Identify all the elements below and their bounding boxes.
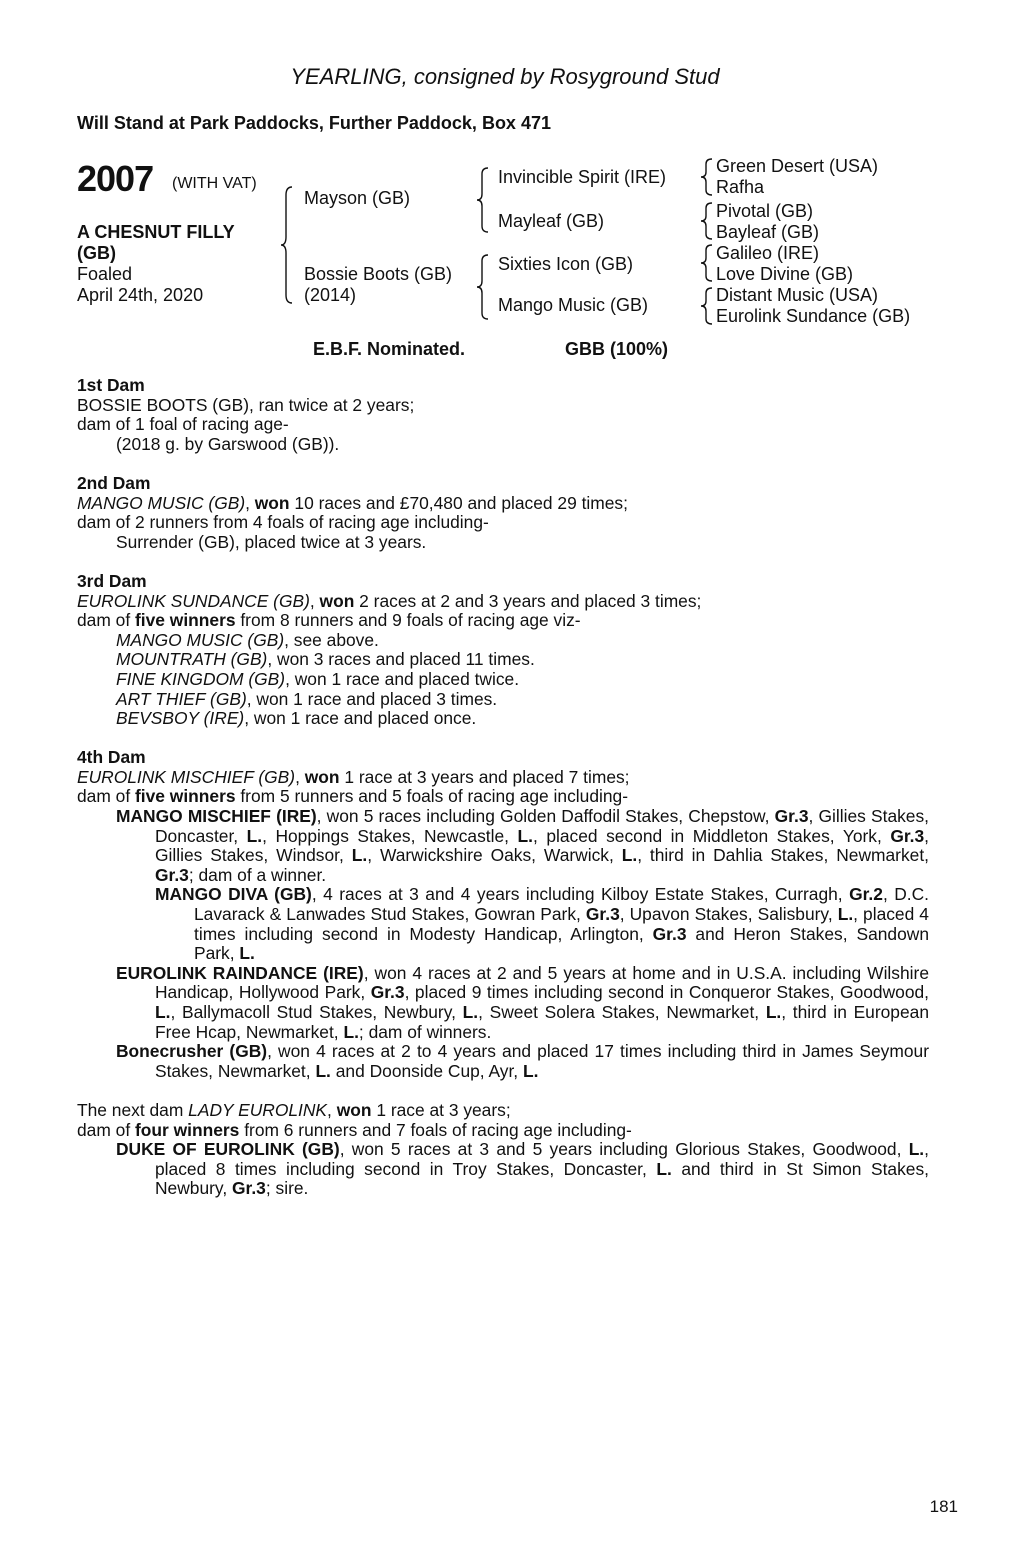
pedigree-brace [476, 166, 490, 234]
sire-sire: Invincible Spirit (IRE) [498, 167, 667, 187]
pedigree-paragraph [77, 1121, 929, 1141]
text-segment: MANGO MUSIC (GB) [77, 492, 246, 513]
text-segment: EUROLINK MISCHIEF (GB) [77, 766, 296, 787]
pedigree-paragraph [77, 494, 929, 514]
text-segment: MOUNTRATH (GB) [116, 649, 268, 670]
text-segment: BOSSIE BOOTS (GB), ran twice at 2 years; [77, 394, 415, 415]
text-segment: from 8 runners and 9 foals of racing age viz- [235, 610, 581, 631]
text-segment: dam of [77, 786, 135, 807]
text-segment: L. [239, 943, 255, 964]
text-segment: Gr.3 [232, 1178, 266, 1199]
text-segment: dam of 1 foal of racing age- [77, 414, 289, 435]
stand-location: Will Stand at Park Paddocks, Further Paddock, Box 471 [77, 113, 551, 133]
text-segment: four winners [135, 1119, 240, 1140]
text-segment: , placed second in Middleton Stakes, York, [532, 825, 891, 846]
foaled-label: Foaled [77, 264, 133, 284]
text-segment: Gr.3 [155, 864, 189, 885]
text-segment: L. [343, 1021, 359, 1042]
pedigree-paragraph [77, 396, 929, 416]
text-segment: Surrender (GB), placed twice at 3 years. [116, 531, 427, 552]
text-segment: , won 4 races at 2 to 4 years and placed 17 times including third in James Seymour Stakes, Newmarket, [155, 1041, 930, 1081]
lot-number: 2007 [77, 158, 154, 199]
text-segment: , D.C. Lavarack & Lanwades Stud Stakes, Gowran Park, [194, 884, 930, 925]
text-segment: Bonecrusher (GB) [116, 1041, 268, 1062]
text-segment: , Gillies Stakes, Windsor, [155, 825, 930, 866]
text-segment: L. [837, 904, 854, 925]
pedigree-paragraph [77, 1042, 929, 1081]
text-segment: , 4 races at 3 and 4 years including Kilboy Estate Stakes, Curragh, [311, 884, 850, 905]
pedigree-paragraph [77, 533, 929, 553]
text-segment: DUKE OF EUROLINK (GB) [116, 1139, 340, 1160]
text-segment: dam of [77, 610, 135, 631]
text-segment: 1 race at 3 years and placed 7 times; [339, 766, 630, 787]
text-segment: and Doonside Cup, Ayr, [330, 1060, 523, 1081]
gbb-status: GBB (100%) [565, 339, 669, 359]
text-segment: FINE KINGDOM (GB) [116, 668, 286, 689]
text-segment: BEVSBOY (IRE) [116, 708, 245, 729]
text-segment: L. [765, 1002, 782, 1022]
text-segment: , placed 8 times including second in Troy Stakes, Doncaster, [155, 1139, 929, 1179]
ancestor: Rafha [716, 177, 765, 197]
text-segment: , [245, 492, 255, 513]
foaled-date: April 24th, 2020 [77, 285, 204, 305]
text-segment: , [327, 1099, 337, 1120]
text-segment: , won 5 races at 3 and 5 years including Glorious Stakes, Goodwood, [339, 1139, 909, 1160]
text-segment: ART THIEF (GB) [116, 688, 247, 709]
text-segment: , Upavon Stakes, Salisbury, [619, 904, 838, 925]
text-segment: 1 race at 3 years; [371, 1099, 511, 1120]
pedigree-paragraph [77, 611, 929, 631]
text-segment: , won 1 race and placed 3 times. [246, 688, 498, 709]
text-segment: ; sire. [265, 1178, 309, 1199]
ancestor: Eurolink Sundance (GB) [716, 306, 911, 326]
text-segment: won [254, 492, 290, 513]
text-segment: L. [656, 1158, 672, 1179]
text-segment: 10 races and £70,480 and placed 29 times; [289, 492, 628, 513]
pedigree-paragraph [77, 768, 929, 788]
text-segment: , placed 9 times including second in Conqueror Stakes, Goodwood, [404, 982, 929, 1003]
pedigree-paragraph [77, 631, 929, 651]
text-segment: Gr.3 [890, 825, 925, 846]
text-segment: and third in St Simon Stakes, Newbury, [155, 1158, 929, 1199]
text-segment: ; dam of a winner. [188, 864, 327, 885]
text-segment: MANGO MUSIC (GB) [116, 629, 285, 650]
dam-section [77, 748, 929, 1081]
dam-year: (2014) [304, 285, 357, 305]
pedigree-brace [700, 286, 714, 326]
text-segment: from 6 runners and 7 foals of racing age including- [239, 1119, 632, 1140]
pedigree-paragraph [77, 415, 929, 435]
text-segment: dam of 2 runners from 4 foals of racing age including- [77, 512, 489, 533]
text-segment: LADY EUROLINK [188, 1099, 328, 1120]
text-segment: L. [462, 1002, 479, 1022]
pedigree-brace [700, 157, 714, 197]
text-segment: five winners [135, 786, 236, 807]
text-segment: , Gillies Stakes, Doncaster, [155, 806, 930, 846]
text-segment: won [319, 590, 355, 611]
pedigree-paragraph [77, 807, 929, 885]
text-segment: , won 5 races including Golden Daffodil Stakes, Chepstow, [316, 806, 775, 827]
dam-section [77, 474, 929, 552]
pedigree-paragraph [77, 670, 929, 690]
ancestor: Green Desert (USA) [716, 156, 879, 176]
text-segment: L. [246, 825, 263, 846]
page-number: 181 [929, 1497, 958, 1516]
section-heading: 4th Dam [77, 747, 146, 768]
ancestor: Pivotal (GB) [716, 201, 814, 221]
pedigree-paragraph [77, 435, 929, 455]
ebf-nominated: E.B.F. Nominated. [313, 339, 466, 359]
pedigree-paragraph [77, 1101, 929, 1121]
section-heading: 2nd Dam [77, 472, 151, 493]
dam-section [77, 1101, 929, 1199]
text-segment: , see above. [284, 629, 379, 650]
text-segment: L. [351, 845, 368, 866]
pedigree-brace [700, 243, 714, 283]
text-segment: MANGO MISCHIEF (IRE) [116, 806, 317, 827]
text-segment: Gr.2 [849, 884, 883, 905]
ancestor: Galileo (IRE) [716, 243, 820, 263]
text-segment: , Hoppings Stakes, Newcastle, [262, 825, 518, 846]
text-segment: MANGO DIVA (GB) [155, 884, 312, 905]
text-segment: L. [522, 1060, 539, 1081]
text-segment: , Warwickshire Oaks, Warwick, [367, 845, 622, 866]
pedigree-brace [700, 201, 714, 241]
text-segment: Gr.3 [652, 923, 687, 944]
text-segment: , Ballymacoll Stud Stakes, Newbury, [170, 1002, 463, 1022]
pedigree-paragraph [77, 690, 929, 710]
dam-dam: Mango Music (GB) [498, 295, 649, 315]
text-segment: , won 3 races and placed 11 times. [267, 649, 535, 670]
text-segment: 2 races at 2 and 3 years and placed 3 times; [354, 590, 702, 611]
text-segment: Gr.3 [585, 904, 620, 925]
section-heading: 1st Dam [77, 375, 145, 395]
horse-origin: (GB) [77, 243, 116, 263]
text-segment: EUROLINK RAINDANCE (IRE) [116, 962, 364, 983]
text-segment: L. [517, 825, 533, 846]
text-segment: five winners [135, 610, 236, 631]
text-segment: and Heron Stakes, Sandown Park, [194, 923, 929, 964]
text-segment: , third in Dahlia Stakes, Newmarket, [637, 845, 929, 866]
text-segment: L. [315, 1060, 331, 1081]
pedigree-paragraph [77, 650, 929, 670]
text-segment: dam of [77, 1119, 135, 1140]
text-segment: , [309, 590, 320, 611]
pedigree-paragraph [77, 592, 929, 612]
text-segment: L. [621, 845, 638, 866]
pedigree-paragraph [77, 709, 929, 729]
text-segment: won [304, 766, 340, 787]
text-segment: Gr.3 [774, 806, 809, 827]
pedigree-paragraph [77, 787, 929, 807]
dam-section [77, 376, 929, 454]
text-segment: , Sweet Solera Stakes, Newmarket, [478, 1002, 766, 1022]
text-segment: Gr.3 [370, 982, 405, 1003]
text-segment: , won 1 race and placed once. [244, 708, 477, 729]
dam-sire: Sixties Icon (GB) [498, 254, 634, 274]
text-segment: ; dam of winners. [358, 1021, 492, 1042]
pedigree-paragraph [77, 1140, 929, 1199]
section-heading: 3rd Dam [77, 570, 147, 591]
text-segment: , third in European Free Hcap, Newmarket, [155, 1002, 929, 1042]
vat-note: (WITH VAT) [172, 175, 257, 192]
pedigree-paragraph [77, 885, 929, 963]
dam-section [77, 572, 929, 729]
text-segment: won [336, 1099, 372, 1120]
pedigree-paragraph [77, 964, 929, 1042]
pedigree-brace [280, 185, 294, 305]
dam-line-details [77, 376, 929, 1219]
pedigree-brace [476, 253, 490, 321]
text-segment: L. [155, 1002, 171, 1022]
text-segment: , won 4 races at 2 and 5 years at home and in U.S.A. including Wilshire Handicap, Hollywood Park, [155, 962, 929, 1003]
text-segment: from 5 runners and 5 foals of racing age including- [235, 786, 628, 807]
page-title: YEARLING, consigned by Rosyground Stud [290, 64, 720, 89]
text-segment: (2018 g. by Garswood (GB)). [116, 433, 340, 454]
ancestor: Distant Music (USA) [716, 285, 879, 305]
text-segment: The next dam [77, 1099, 189, 1120]
dam: Bossie Boots (GB) [304, 264, 453, 284]
horse-description: A CHESNUT FILLY [77, 222, 235, 242]
ancestor: Love Divine (GB) [716, 264, 854, 284]
sire: Mayson (GB) [304, 188, 411, 208]
text-segment: , [295, 766, 305, 787]
sire-dam: Mayleaf (GB) [498, 211, 605, 231]
text-segment: L. [908, 1139, 925, 1160]
ancestor: Bayleaf (GB) [716, 222, 820, 242]
pedigree-paragraph [77, 513, 929, 533]
text-segment: EUROLINK SUNDANCE (GB) [77, 590, 310, 611]
text-segment: , won 1 race and placed twice. [285, 668, 520, 689]
text-segment: , placed 4 times including second in Modesty Handicap, Arlington, [194, 904, 929, 944]
